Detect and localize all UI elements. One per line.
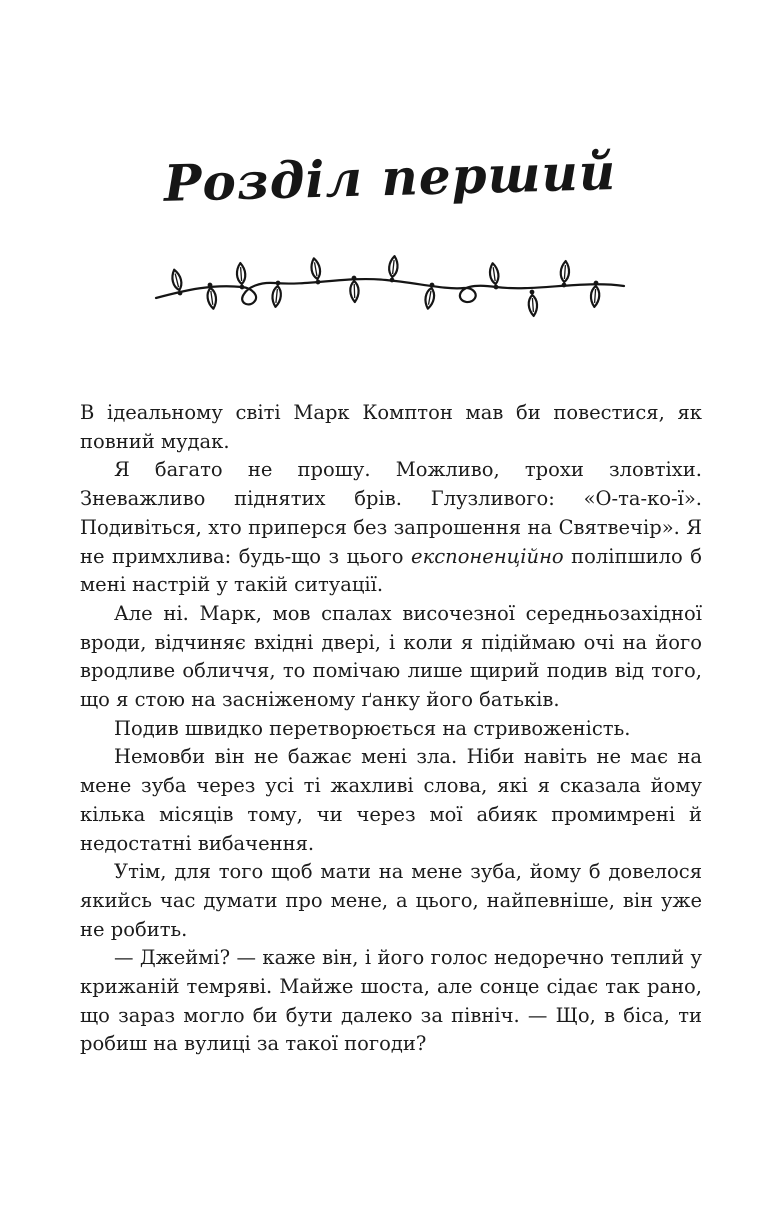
text-segment: поліпшило б мені настрій у такій ситуації.	[80, 544, 703, 597]
paragraph: Але ні. Марк, мов спалах височезної середньозахідної вроди, відчиняє вхідні двері, і коли я підіймаю очі на його вродливе обличчя, то помічаю лише щирий подив від того, що я стою на засніженому ґанку його батьків.	[80, 601, 702, 712]
paragraph: — Джеймі? — каже він, і його голос недоречно теплий у крижаній темряві. Майже шоста, але сонце сідає так рано, що зараз могло би бути далеко за північ. — Що, в біса, ти робиш на вулиці за такої погоди?	[80, 946, 702, 1056]
text-segment: Я багато не прошу. Можливо, трохи зловтіхи. Зневажливо піднятих брів. Глузливого: «О-та-ко-ї». Подивіться, хто приперся без запрошення на Святвечір». Я не примхлива: будь-що з цього	[80, 458, 702, 568]
paragraph	[80, 456, 702, 600]
paragraph: Подив швидко перетворюється на стривоженість.	[114, 716, 631, 740]
paragraph: Утім, для того щоб мати на мене зуба, йому б довелося якийсь час думати про мене, а цього, найпевніше, він уже не робить.	[80, 860, 702, 941]
string-lights-divider-icon	[150, 252, 630, 334]
chapter-text	[80, 399, 702, 1059]
chapter-title: Розділ перший	[163, 142, 617, 213]
italic-word: експоненційно	[411, 544, 564, 568]
paragraph: Немовби він не бажає мені зла. Ніби навіть не має на мене зуба через усі ті жахливі слова, які я сказала йому кілька місяців тому, чи через мої абияк промимрені й недостатні вибачення.	[80, 745, 702, 855]
paragraph: В ідеальному світі Марк Комптон мав би повестися, як повний мудак.	[80, 401, 702, 453]
